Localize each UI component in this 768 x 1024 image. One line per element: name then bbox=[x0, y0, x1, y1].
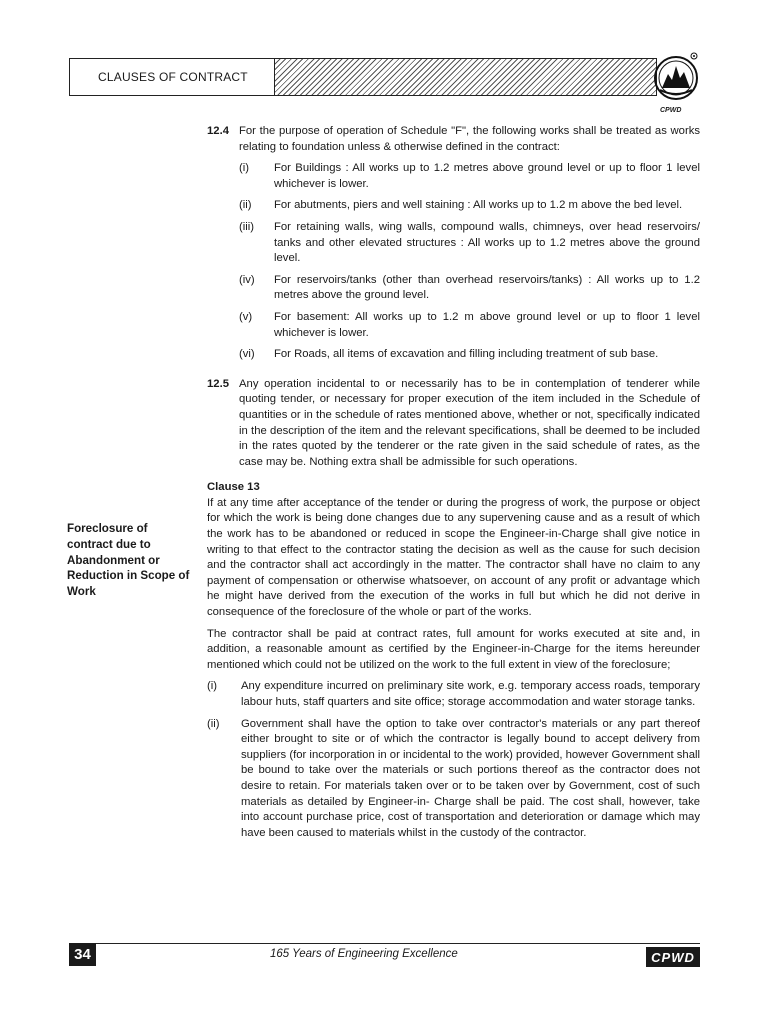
list-item-number: (i) bbox=[207, 680, 218, 693]
list-item-number: (i) bbox=[239, 162, 250, 175]
list-item bbox=[207, 679, 700, 710]
section-intro: For the purpose of operation of Schedule "F", the following works shall be treated as works relating to foundation unless & otherwise defined in the contract: bbox=[239, 125, 700, 153]
list-item-text: For Buildings : All works up to 1.2 metres above ground level or up to floor 1 level whichever is lower. bbox=[274, 162, 700, 190]
list-item bbox=[239, 347, 700, 363]
list-item bbox=[207, 717, 700, 842]
list-item-text: For Roads, all items of excavation and filling including treatment of sub base. bbox=[274, 348, 659, 361]
list-item bbox=[239, 161, 700, 192]
logo-caption: CPWD bbox=[660, 107, 682, 114]
page-number: 34 bbox=[69, 943, 96, 966]
section-12-4 bbox=[207, 124, 700, 363]
list-item bbox=[239, 310, 700, 341]
section-number: 12.5 bbox=[207, 377, 229, 390]
list-item-number: (iii) bbox=[239, 220, 255, 233]
list-item-text: For basement: All works up to 1.2 m above ground level or up to floor 1 level whichever is lower. bbox=[274, 310, 700, 339]
list-item-number: (v) bbox=[239, 310, 253, 323]
list-item-number: (ii) bbox=[207, 717, 220, 730]
footer-divider bbox=[69, 943, 700, 944]
section-number: 12.4 bbox=[207, 125, 229, 137]
header-title: CLAUSES OF CONTRACT bbox=[70, 59, 275, 95]
header-box bbox=[69, 58, 657, 96]
list-item bbox=[239, 273, 700, 304]
list-item-text: For reservoirs/tanks (other than overhead reservoirs/tanks) : All works up to 1.2 metres above the ground level. bbox=[274, 273, 700, 302]
side-note-foreclosure: Foreclosure of contract due to Abandonment or Reduction in Scope of Work bbox=[67, 522, 190, 599]
list-item bbox=[239, 198, 700, 214]
cpwd-emblem-icon bbox=[648, 48, 704, 110]
section-text: Any operation incidental to or necessarily has to be in contemplation of tenderer while quoting tender, or necessary for proper execution of the item included in the Schedule of quantities or in the schedule of rates mentioned above, whether or not, specifically indicated in the description of the item and the relevant specifications, shall be deemed to be included in the rates quoted by the tenderer or the rate given in the said schedule of rates, as the case may be. Nothing extra shall be admissible for such operations. bbox=[239, 377, 700, 468]
list-item-text: For retaining walls, wing walls, compound walls, chimneys, over head reservoirs/ tanks and other elevated structures : All works up to 1.2 metres above the ground level. bbox=[274, 220, 700, 265]
footer-logo: CPWD bbox=[646, 947, 700, 967]
clause-paragraph: If at any time after acceptance of the tender or during the progress of work, the purpose or object for which the work is being done changes due to any supervening cause and as a result of which the work has to be abandoned or reduced in scope the Engineer-in-Charge shall give notice in writing to that effect to the contractor stating the decision as well as the cause for such decision and the contractor shall act accordingly in the matter. The contractor shall have no claim to any payment of compensation or otherwise whatsoever, on account of any profit or advantage which he might have derived from the execution of the works in full but which he did not derive in consequence of the foreclosure of the whole or part of the works. bbox=[207, 496, 700, 619]
list-item-text: Government shall have the option to take over contractor's materials or any part thereof either brought to site or of which the contractor is legally bound to accept delivery from suppliers (for incorporation in or incidental to the work) provided, however Government shall be bound to take over the materials or such portions thereof as the contractor does not desire to retain. For materials taken over or to be taken over by Government, cost of such materials as detailed by Engineer-in- Charge shall be paid. The cost shall, however, take into account purchase price, cost of transportation and deterioration or damage which may have been caused to materials whilst in the custody of the contractor. bbox=[241, 717, 701, 839]
header-hatch bbox=[275, 59, 656, 95]
section-12-5 bbox=[207, 377, 700, 471]
main-content bbox=[207, 124, 700, 847]
list-item-number: (iv) bbox=[239, 273, 255, 286]
list-item-number: (vi) bbox=[239, 348, 255, 361]
list-item-text: For abutments, piers and well staining : All works up to 1.2 m above the bed level. bbox=[274, 199, 683, 212]
clause-paragraph: The contractor shall be paid at contract rates, full amount for works executed at site and, in addition, a reasonable amount as certified by the Engineer-in-Charge for the items hereunder mentioned which could not be utilized on the work to the full extent in view of the foreclosure; bbox=[207, 627, 700, 671]
list-item-text: Any expenditure incurred on preliminary site work, e.g. temporary access roads, temporary labour huts, staff quarters and site office; storage accommodation and water storage tanks. bbox=[241, 680, 700, 708]
list-item-number: (ii) bbox=[239, 199, 252, 212]
clause-heading: Clause 13 bbox=[207, 481, 260, 494]
footer-tagline: 165 Years of Engineering Excellence bbox=[270, 948, 458, 960]
list-item bbox=[239, 220, 700, 267]
